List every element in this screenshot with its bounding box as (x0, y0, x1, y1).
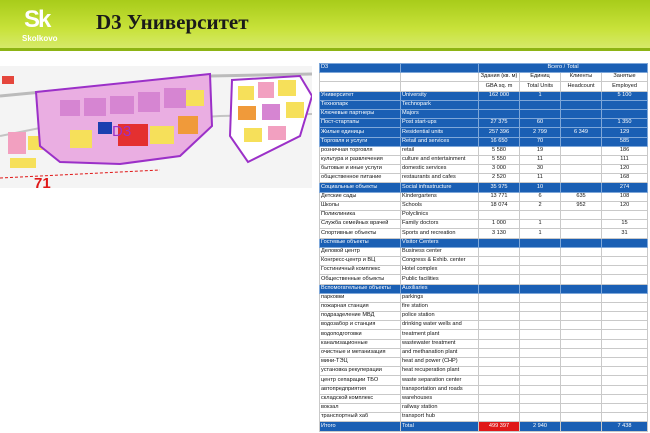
row-label-en: Hotel complex (401, 266, 479, 275)
cell-gba (479, 358, 520, 367)
cell-headcount (561, 367, 602, 376)
page-title: D3 Университет (96, 10, 249, 34)
header-divider (0, 48, 650, 51)
row-label-ru: культура и развлечения (320, 155, 401, 164)
table-row (320, 266, 648, 275)
cell-gba (479, 321, 520, 330)
table-section-row (320, 100, 648, 109)
row-label-en: waste separation center (401, 376, 479, 385)
cell-units (520, 403, 561, 412)
table-section-row (320, 109, 648, 118)
row-label-ru: Школы (320, 201, 401, 210)
zone-label-d3: D3 (112, 123, 132, 140)
row-label-en: drinking water wells and (401, 321, 479, 330)
col-header-ru: Занятые (602, 73, 648, 82)
row-label-ru: автопредприятия (320, 385, 401, 394)
row-label-en: retail (401, 146, 479, 155)
col-header-en: Total Units (520, 82, 561, 91)
cell-headcount (561, 385, 602, 394)
row-label-en: Residential units (401, 128, 479, 137)
slide-header (0, 0, 650, 48)
table-row (320, 321, 648, 330)
row-label-ru: Деловой центр (320, 247, 401, 256)
cell-employed (602, 321, 648, 330)
cell-gba: 1 000 (479, 220, 520, 229)
table-section-row (320, 137, 648, 146)
cell-employed (602, 109, 648, 118)
cell-employed (602, 312, 648, 321)
cell-units (520, 109, 561, 118)
cell-units (520, 367, 561, 376)
row-label-en: fire station (401, 302, 479, 311)
cell-units (520, 293, 561, 302)
row-label-en: Auxiliaries (401, 284, 479, 293)
cell-employed (602, 367, 648, 376)
row-label-ru: мини-ТЭЦ (320, 358, 401, 367)
row-label-en: and methanation plant (401, 348, 479, 357)
row-label-en: Technopark (401, 100, 479, 109)
row-label-ru: вокзал (320, 403, 401, 412)
row-label-en: heat and power (CHP) (401, 358, 479, 367)
cell-units (520, 284, 561, 293)
row-label-en: wastewater treatment (401, 339, 479, 348)
row-label-ru: водоподготовки (320, 330, 401, 339)
row-label-ru: транспортный хаб (320, 413, 401, 422)
row-label-en: Total (401, 422, 479, 431)
cell-gba (479, 247, 520, 256)
table-row (320, 275, 648, 284)
table-header-row-2 (320, 73, 648, 82)
table-corner: D3 (320, 64, 401, 73)
table-row (320, 165, 648, 174)
table-row (320, 367, 648, 376)
cell-employed (602, 376, 648, 385)
row-label-ru: очистные и метанизация (320, 348, 401, 357)
cell-gba (479, 109, 520, 118)
cell-gba (479, 266, 520, 275)
cell-gba: 16 650 (479, 137, 520, 146)
row-label-ru: Служба семейных врачей (320, 220, 401, 229)
cell-units (520, 275, 561, 284)
row-label-ru: Ключевые партнеры (320, 109, 401, 118)
col-header-en: Employed (602, 82, 648, 91)
cell-units (520, 302, 561, 311)
table-row (320, 403, 648, 412)
cell-headcount (561, 330, 602, 339)
table-section-row (320, 128, 648, 137)
row-label-ru: канализационные (320, 339, 401, 348)
row-label-en: transportation and roads (401, 385, 479, 394)
col-header-ru: Единиц (520, 73, 561, 82)
table-row (320, 339, 648, 348)
row-label-ru: центр сепарации ТБО (320, 376, 401, 385)
cell-gba: 257 396 (479, 128, 520, 137)
table-row (320, 293, 648, 302)
row-label-en: police station (401, 312, 479, 321)
cell-gba: 5 580 (479, 146, 520, 155)
table-row (320, 302, 648, 311)
cell-headcount (561, 174, 602, 183)
table-section-row (320, 238, 648, 247)
cell-headcount (561, 293, 602, 302)
cell-headcount (561, 91, 602, 100)
row-label-ru: установка рекуперации (320, 367, 401, 376)
cell-employed (602, 358, 648, 367)
cell-units (520, 413, 561, 422)
cell-employed: 274 (602, 183, 648, 192)
cell-units (520, 376, 561, 385)
table-row (320, 358, 648, 367)
col-header-en: GBA sq. m (479, 82, 520, 91)
cell-units: 30 (520, 165, 561, 174)
table-row (320, 192, 648, 201)
row-label-en: Retail and services (401, 137, 479, 146)
row-label-en: heat recuperation plant (401, 367, 479, 376)
row-label-en: warehouses (401, 394, 479, 403)
col-header-ru: Здания (кв. м) (479, 73, 520, 82)
col-header-ru: Клиенты (561, 73, 602, 82)
row-label-en: Kindergartens (401, 192, 479, 201)
cell-gba (479, 403, 520, 412)
row-label-en: restaurants and cafes (401, 174, 479, 183)
row-label-ru: Детские сады (320, 192, 401, 201)
cell-headcount (561, 238, 602, 247)
cell-headcount (561, 100, 602, 109)
table-header-row-3 (320, 82, 648, 91)
table-row (320, 413, 648, 422)
cell-gba (479, 256, 520, 265)
row-label-ru: Технопарк (320, 100, 401, 109)
cell-employed (602, 413, 648, 422)
row-label-en: treatment plant (401, 330, 479, 339)
cell-employed (602, 284, 648, 293)
cell-gba (479, 385, 520, 394)
row-label-en: culture and entertainment (401, 155, 479, 164)
row-label-ru: Гостиничный комплекс (320, 266, 401, 275)
cell-units: 70 (520, 137, 561, 146)
cell-employed (602, 100, 648, 109)
table-row (320, 385, 648, 394)
cell-employed (602, 275, 648, 284)
cell-units (520, 211, 561, 220)
table-row (320, 146, 648, 155)
row-label-en: parkings (401, 293, 479, 302)
table-row (320, 256, 648, 265)
cell-gba: 2 520 (479, 174, 520, 183)
cell-headcount (561, 422, 602, 431)
cell-headcount (561, 183, 602, 192)
table-row (320, 229, 648, 238)
cell-headcount (561, 403, 602, 412)
row-label-ru: Поликлиника (320, 211, 401, 220)
cell-employed: 15 (602, 220, 648, 229)
table-section-row (320, 91, 648, 100)
cell-units (520, 348, 561, 357)
cell-units: 1 (520, 91, 561, 100)
table-row (320, 376, 648, 385)
cell-units: 2 940 (520, 422, 561, 431)
cell-units (520, 266, 561, 275)
cell-headcount (561, 339, 602, 348)
cell-employed (602, 394, 648, 403)
row-label-en: Post start-ups (401, 119, 479, 128)
cell-units (520, 394, 561, 403)
cell-employed: 108 (602, 192, 648, 201)
row-label-ru: водозабор и станция (320, 321, 401, 330)
cell-employed (602, 330, 648, 339)
table-row (320, 312, 648, 321)
cell-headcount (561, 348, 602, 357)
cell-employed (602, 247, 648, 256)
cell-units (520, 330, 561, 339)
cell-gba (479, 302, 520, 311)
cell-units (520, 256, 561, 265)
cell-headcount (561, 137, 602, 146)
row-label-en: Congress & Exhib. center (401, 256, 479, 265)
row-label-en: Social infrastructure (401, 183, 479, 192)
cell-units (520, 312, 561, 321)
cell-headcount (561, 302, 602, 311)
row-label-en: Public facilities (401, 275, 479, 284)
row-label-ru: складской комплекс (320, 394, 401, 403)
cell-units (520, 339, 561, 348)
cell-employed: 31 (602, 229, 648, 238)
cell-units: 1 (520, 220, 561, 229)
site-plan-drawing (0, 66, 312, 188)
cell-headcount: 6 349 (561, 128, 602, 137)
cell-employed: 186 (602, 146, 648, 155)
cell-headcount (561, 275, 602, 284)
col-header-en: Headcount (561, 82, 602, 91)
cell-gba (479, 238, 520, 247)
cell-gba: 27 375 (479, 119, 520, 128)
row-label-ru: пожарная станция (320, 302, 401, 311)
table-row (320, 155, 648, 164)
cell-units: 2 799 (520, 128, 561, 137)
table-row (320, 174, 648, 183)
cell-employed: 120 (602, 165, 648, 174)
cell-gba (479, 339, 520, 348)
row-label-ru: парковки (320, 293, 401, 302)
cell-units: 6 (520, 192, 561, 201)
cell-gba: 13 771 (479, 192, 520, 201)
logo-word: Skolkovo (22, 34, 58, 43)
table-row (320, 348, 648, 357)
row-label-en: Business center (401, 247, 479, 256)
row-label-ru: бытовые и иные услуги (320, 165, 401, 174)
cell-headcount (561, 312, 602, 321)
cell-gba: 18 074 (479, 201, 520, 210)
row-label-en: Family doctors (401, 220, 479, 229)
group-header: Всего / Total (479, 64, 648, 73)
cell-gba: 5 550 (479, 155, 520, 164)
row-label-ru: Социальные объекты (320, 183, 401, 192)
cell-gba (479, 312, 520, 321)
cell-headcount (561, 376, 602, 385)
cell-headcount (561, 220, 602, 229)
table-section-row (320, 183, 648, 192)
cell-gba (479, 293, 520, 302)
table-total-row (320, 422, 648, 431)
row-label-ru: общественное питание (320, 174, 401, 183)
zone-data-table (319, 63, 648, 432)
row-label-ru: Гостевые объекты (320, 238, 401, 247)
row-label-en: Sports and recreation (401, 229, 479, 238)
cell-headcount (561, 358, 602, 367)
cell-gba (479, 100, 520, 109)
table-section-row (320, 284, 648, 293)
cell-units (520, 358, 561, 367)
cell-units (520, 100, 561, 109)
row-label-ru: Итого (320, 422, 401, 431)
cell-units: 1 (520, 229, 561, 238)
cell-employed (602, 266, 648, 275)
table-section-row (320, 119, 648, 128)
cell-gba (479, 367, 520, 376)
site-plan-map (0, 66, 312, 188)
cell-gba (479, 376, 520, 385)
row-label-en: University (401, 91, 479, 100)
cell-headcount (561, 165, 602, 174)
row-label-en: Majors (401, 109, 479, 118)
row-label-ru: Пост-стартапы (320, 119, 401, 128)
cell-employed (602, 348, 648, 357)
cell-gba (479, 413, 520, 422)
table-row (320, 211, 648, 220)
skolkovo-logo (22, 6, 70, 46)
cell-headcount: 952 (561, 201, 602, 210)
table-row (320, 201, 648, 210)
cell-headcount (561, 394, 602, 403)
cell-headcount (561, 413, 602, 422)
cell-units: 2 (520, 201, 561, 210)
cell-units (520, 247, 561, 256)
zone-label-71: 71 (34, 175, 51, 188)
cell-gba: 499 397 (479, 422, 520, 431)
cell-employed (602, 211, 648, 220)
row-label-en: Schools (401, 201, 479, 210)
cell-headcount (561, 229, 602, 238)
row-label-en: railway station (401, 403, 479, 412)
cell-employed (602, 403, 648, 412)
cell-gba (479, 394, 520, 403)
row-label-ru: Университет (320, 91, 401, 100)
cell-gba: 35 975 (479, 183, 520, 192)
cell-gba (479, 348, 520, 357)
cell-gba (479, 284, 520, 293)
cell-headcount (561, 109, 602, 118)
cell-headcount (561, 321, 602, 330)
cell-units (520, 321, 561, 330)
row-label-en: Visitor Centers (401, 238, 479, 247)
cell-employed (602, 293, 648, 302)
cell-employed (602, 339, 648, 348)
cell-units (520, 385, 561, 394)
cell-headcount (561, 211, 602, 220)
logo-mark: Sk (24, 6, 50, 33)
cell-employed: 120 (602, 201, 648, 210)
cell-gba: 162 000 (479, 91, 520, 100)
row-label-ru: Спортивные объекты (320, 229, 401, 238)
cell-employed: 111 (602, 155, 648, 164)
table-row (320, 330, 648, 339)
cell-headcount: 635 (561, 192, 602, 201)
row-label-ru: подразделение МВД (320, 312, 401, 321)
cell-employed (602, 238, 648, 247)
cell-units (520, 238, 561, 247)
cell-headcount (561, 146, 602, 155)
cell-employed: 5 100 (602, 91, 648, 100)
table-header-row-1 (320, 64, 648, 73)
row-label-ru: Жилые единицы (320, 128, 401, 137)
cell-employed (602, 256, 648, 265)
cell-gba (479, 275, 520, 284)
cell-headcount (561, 247, 602, 256)
cell-units: 60 (520, 119, 561, 128)
cell-headcount (561, 284, 602, 293)
cell-employed: 7 438 (602, 422, 648, 431)
cell-employed: 585 (602, 137, 648, 146)
cell-units: 19 (520, 146, 561, 155)
cell-headcount (561, 155, 602, 164)
cell-employed (602, 385, 648, 394)
cell-gba (479, 211, 520, 220)
cell-headcount (561, 256, 602, 265)
row-label-ru: розничная торговля (320, 146, 401, 155)
cell-headcount (561, 266, 602, 275)
row-label-ru: Вспомогательные объекты (320, 284, 401, 293)
table-row (320, 247, 648, 256)
row-label-ru: Конгресс-центр и ВЦ (320, 256, 401, 265)
row-label-en: Polyclinics (401, 211, 479, 220)
cell-headcount (561, 119, 602, 128)
row-label-en: transport hub (401, 413, 479, 422)
cell-gba: 3 000 (479, 165, 520, 174)
cell-units: 10 (520, 183, 561, 192)
cell-gba: 3 130 (479, 229, 520, 238)
cell-units: 11 (520, 174, 561, 183)
cell-units: 11 (520, 155, 561, 164)
table-row (320, 220, 648, 229)
cell-employed: 1 350 (602, 119, 648, 128)
table-row (320, 394, 648, 403)
row-label-en: domestic services (401, 165, 479, 174)
cell-employed: 168 (602, 174, 648, 183)
row-label-ru: Торговля и услуги (320, 137, 401, 146)
cell-employed: 129 (602, 128, 648, 137)
row-label-ru: Общественные объекты (320, 275, 401, 284)
cell-employed (602, 302, 648, 311)
cell-gba (479, 330, 520, 339)
